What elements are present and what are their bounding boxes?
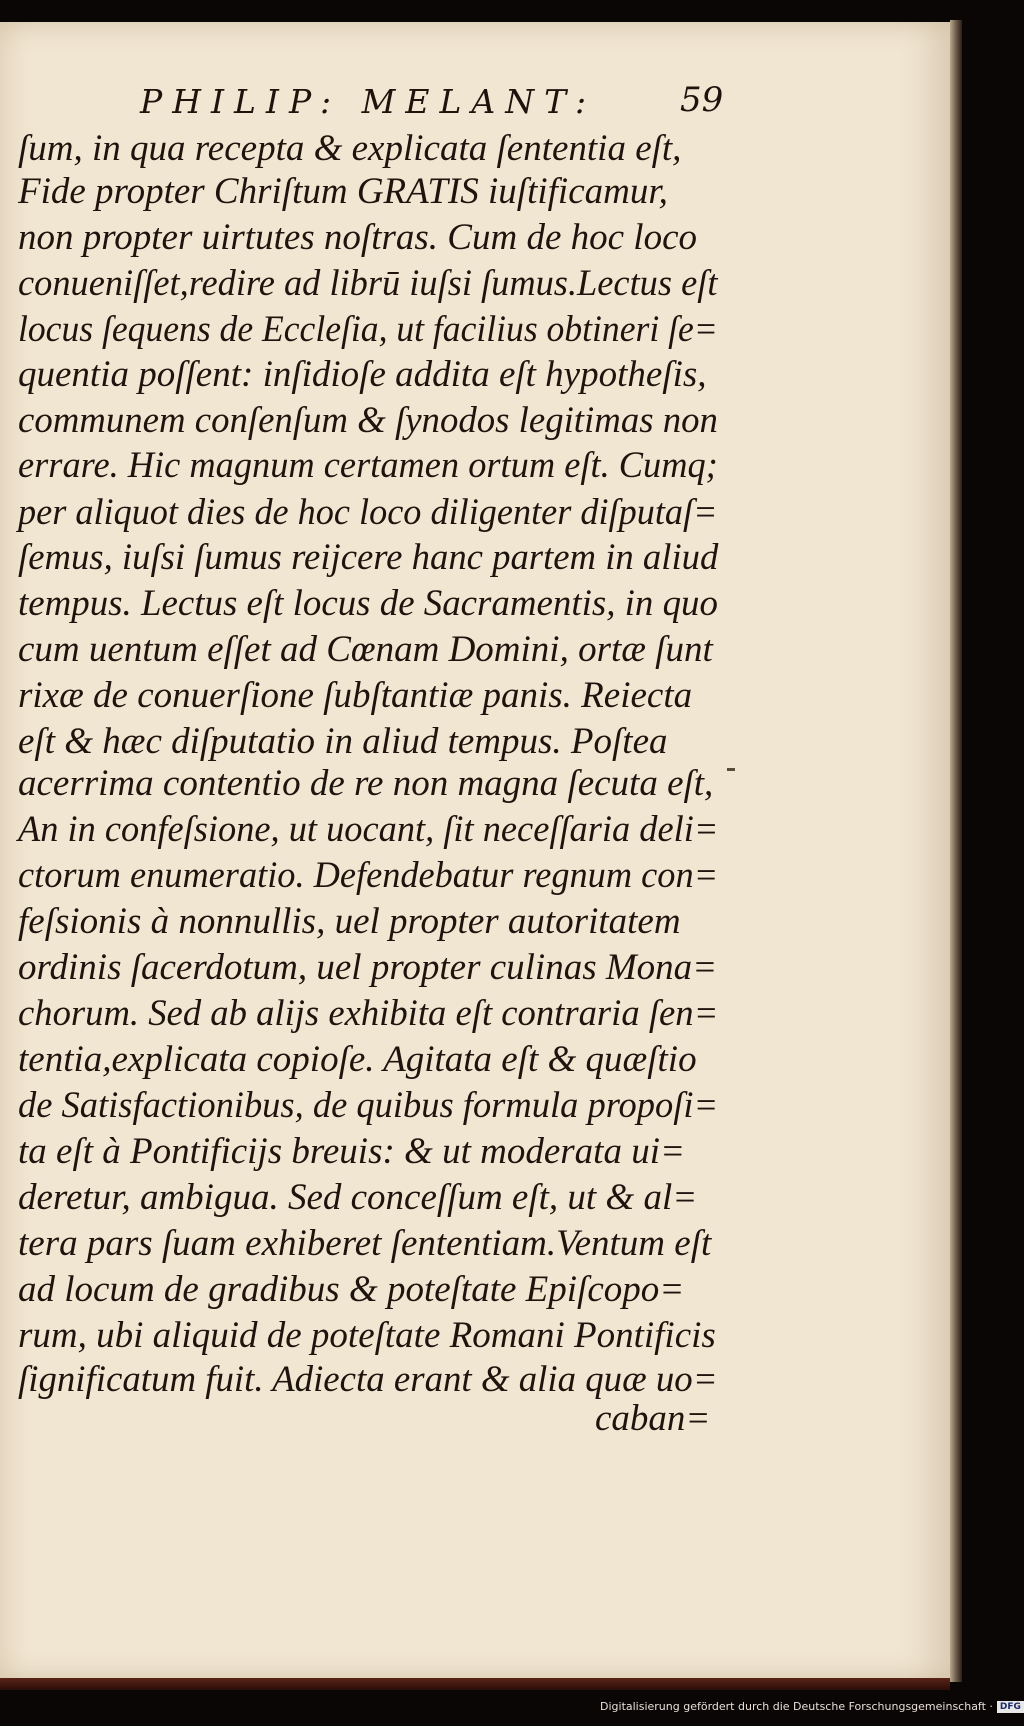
page-number: 59 xyxy=(680,80,724,120)
text-line: ſum, in qua recepta & explicata ſententia eſt, xyxy=(18,128,682,169)
text-line: conueniſſet,redire ad librū iuſsi ſumus.Lectus eſt xyxy=(18,263,718,304)
text-line: cum uentum eſſet ad Cœnam Domini, ortæ ſunt xyxy=(18,629,713,670)
margin-mark xyxy=(727,768,735,771)
text-line: communem conſenſum & ſynodos legitimas non xyxy=(18,400,718,441)
text-line: deretur, ambigua. Sed conceſſum eſt, ut & al= xyxy=(18,1177,698,1218)
text-line: Fide propter Chriſtum GRATIS iuſtificamur, xyxy=(18,171,668,212)
text-line: ctorum enumeratio. Defendebatur regnum con= xyxy=(18,855,719,896)
text-line: tera pars ſuam exhiberet ſententiam.Ventum eſt xyxy=(18,1223,712,1264)
text-line: tempus. Lectus eſt locus de Sacramentis, in quo xyxy=(18,583,718,624)
text-line: locus ſequens de Eccleſia, ut facilius obtineri ſe= xyxy=(18,309,718,350)
text-line: quentia poſſent: inſidioſe addita eſt hypotheſis, xyxy=(18,354,707,395)
text-line: ta eſt à Pontificijs breuis: & ut moderata ui= xyxy=(18,1131,685,1172)
text-line: per aliquot dies de hoc loco diligenter diſputaſ= xyxy=(18,492,718,533)
text-line: ſemus, iuſsi ſumus reijcere hanc partem in aliud xyxy=(18,537,719,578)
text-line: tentia,explicata copioſe. Agitata eſt & quæſtio xyxy=(18,1039,697,1080)
text-line: ordinis ſacerdotum, uel propter culinas Mona= xyxy=(18,947,718,988)
text-line: feſsionis à nonnullis, uel propter autoritatem xyxy=(18,901,681,942)
digitization-credit xyxy=(600,1700,1021,1713)
text-line: de Satisfactionibus, de quibus formula propoſi= xyxy=(18,1085,719,1126)
text-line: rixæ de conuerſione ſubſtantiæ panis. Reiecta xyxy=(18,675,693,716)
page-edge xyxy=(950,20,962,1682)
text-line: ad locum de gradibus & poteſtate Epiſcopo= xyxy=(18,1269,685,1310)
text-line: acerrima contentio de re non magna ſecuta eſt, xyxy=(18,763,714,804)
dfg-logo: DFG xyxy=(997,1701,1024,1713)
text-line: chorum. Sed ab alijs exhibita eſt contraria ſen= xyxy=(18,993,719,1034)
text-line: An in confeſsione, ut uocant, ſit neceſſaria deli= xyxy=(18,809,719,850)
text-line: non propter uirtutes noſtras. Cum de hoc loco xyxy=(18,217,697,258)
text-line: errare. Hic magnum certamen ortum eſt. Cumq; xyxy=(18,445,718,486)
credit-text: Digitalisierung gefördert durch die Deutsche Forschungsgemeinschaft · xyxy=(600,1700,993,1713)
running-head: PHILIP: MELANT: xyxy=(140,82,597,121)
page-bottom-edge xyxy=(0,1678,950,1690)
text-line: eſt & hæc diſputatio in aliud tempus. Poſtea xyxy=(18,721,668,762)
catchword: caban= xyxy=(595,1398,711,1439)
text-line: rum, ubi aliquid de poteſtate Romani Pontificis xyxy=(18,1315,716,1356)
text-line: ſignificatum fuit. Adiecta erant & alia quæ uo= xyxy=(18,1359,718,1400)
